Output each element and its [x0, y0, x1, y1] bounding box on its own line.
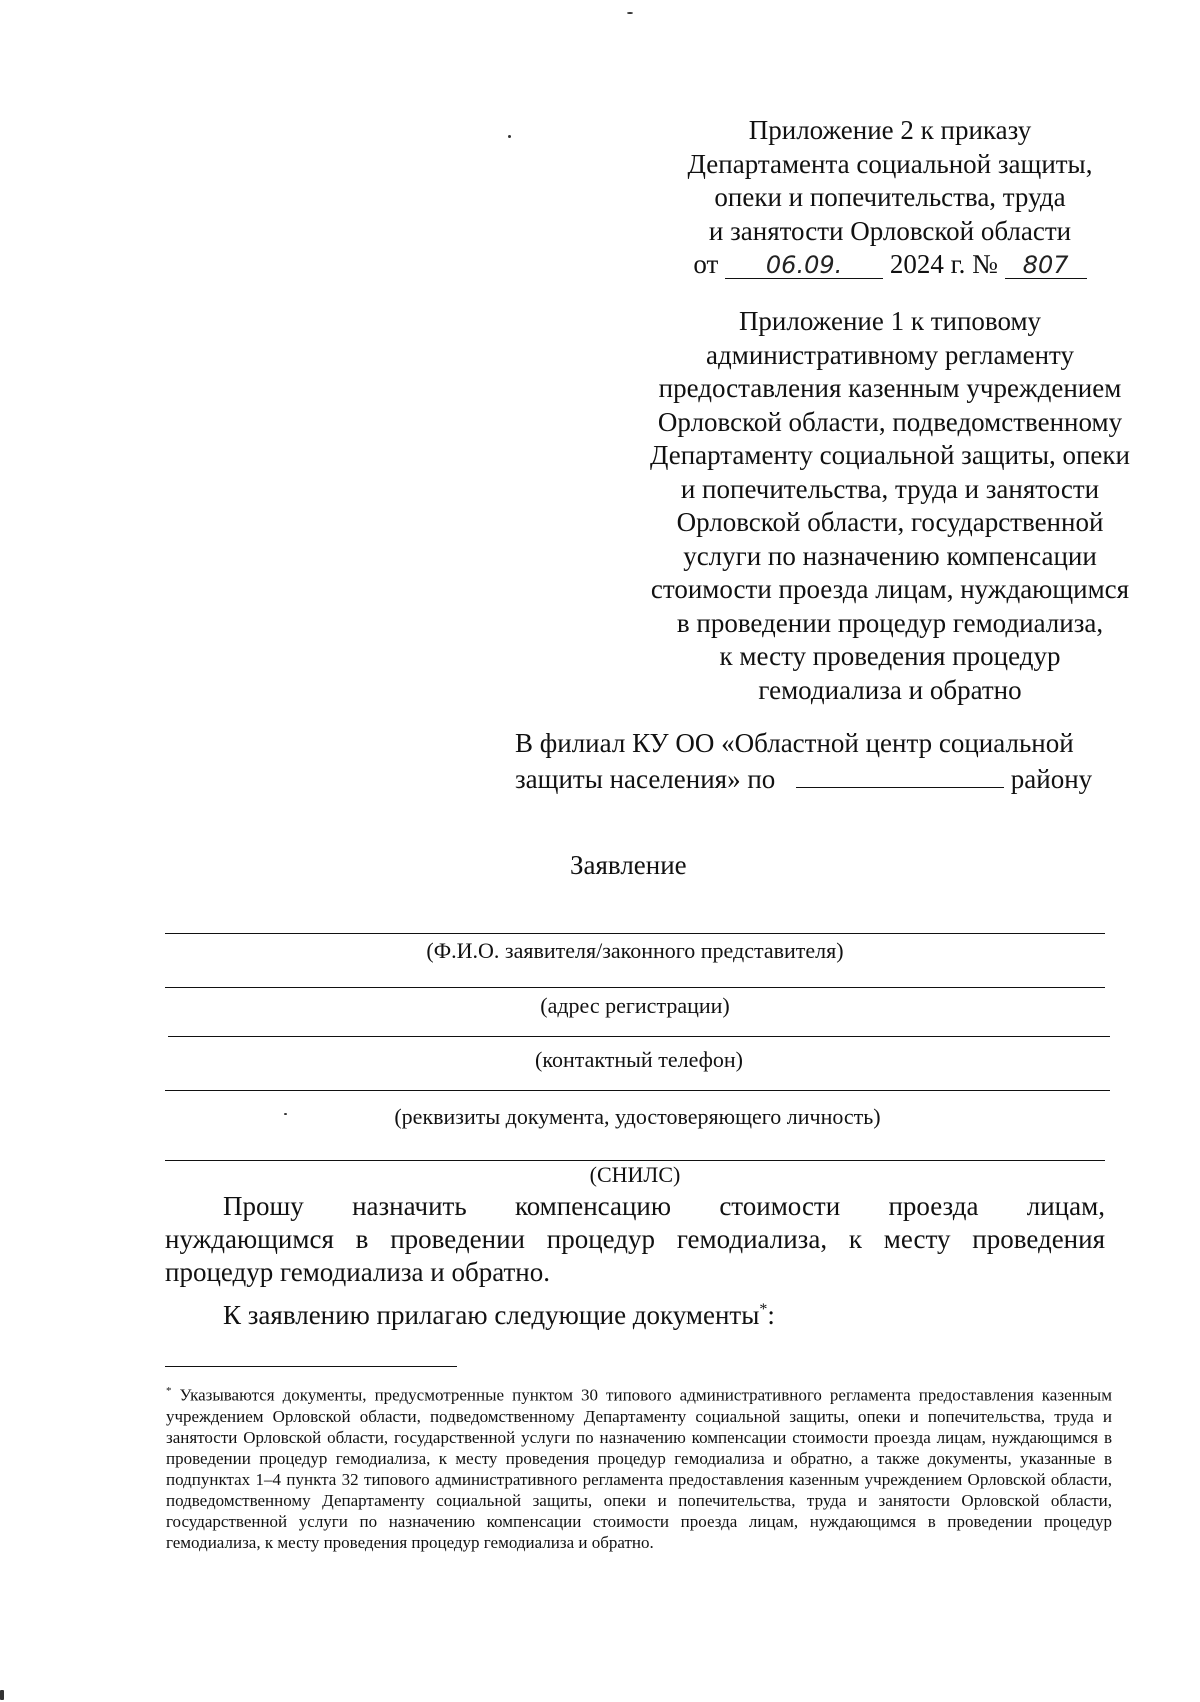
appendix-line: стоимости проезда лицам, нуждающимся	[650, 574, 1130, 604]
page-title: Заявление	[570, 850, 687, 880]
phone-field-line[interactable]	[168, 1036, 1110, 1037]
scan-speck	[0, 1690, 4, 1700]
request-word: лицам,	[1026, 1191, 1105, 1221]
addressee-prefix: защиты населения» по	[515, 764, 776, 794]
request-word: проезда	[888, 1191, 979, 1221]
request-word: Прошу	[223, 1191, 304, 1221]
footnote	[166, 1381, 1112, 1553]
id-document-caption: (реквизиты документа, удостоверяющего личность)	[394, 1104, 881, 1129]
date-prefix: от	[693, 249, 719, 279]
addressee-block	[515, 726, 1115, 797]
approval-block	[640, 114, 1140, 282]
request-word: назначить	[352, 1191, 467, 1221]
attachments-line	[223, 1293, 775, 1332]
appendix-block	[620, 305, 1160, 707]
addressee-line-2	[515, 761, 1115, 797]
addressee-line-1: В филиал КУ ОО «Областной центр социальной	[515, 728, 1074, 758]
scan-speck	[508, 135, 511, 138]
appendix-line: Департаменту социальной защиты, опеки	[649, 440, 1130, 470]
approval-line: Приложение 2 к приказу	[748, 115, 1032, 145]
snils-field-line[interactable]	[165, 1160, 1105, 1161]
handwritten-number: 807	[1005, 252, 1087, 279]
approval-date-line	[640, 248, 1140, 282]
appendix-line: Приложение 1 к типовому	[738, 306, 1042, 336]
appendix-line: Орловской области, подведомственному	[657, 406, 1123, 437]
approval-line: и занятости Орловской области	[708, 215, 1072, 246]
year-text: 2024 г. №	[889, 249, 998, 279]
footnote-ref: *	[759, 1301, 768, 1318]
request-word: стоимости	[719, 1191, 841, 1221]
request-word: компенсацию	[514, 1191, 672, 1221]
address-field-line[interactable]	[165, 987, 1105, 988]
request-line-1	[165, 1190, 1105, 1223]
district-blank[interactable]	[796, 761, 1004, 788]
approval-line: опеки и попечительства, труда	[714, 182, 1066, 212]
request-line-3: процедур гемодиализа и обратно.	[165, 1257, 550, 1287]
appendix-line: и попечительства, труда и занятости	[680, 473, 1100, 504]
addressee-suffix: району	[1010, 764, 1093, 794]
appendix-line: в проведении процедур гемодиализа,	[676, 607, 1104, 638]
footnote-mark: *	[166, 1385, 172, 1397]
footnote-separator	[165, 1366, 457, 1367]
request-line-2: нуждающимся в проведении процедур гемодиализа, к месту проведения	[165, 1224, 1105, 1254]
appendix-line: гемодиализа и обратно	[758, 674, 1022, 705]
request-paragraph	[165, 1190, 1105, 1289]
scan-speck	[627, 12, 633, 14]
appendix-line: Орловской области, государственной	[676, 507, 1104, 537]
id-document-field-line[interactable]	[165, 1090, 1110, 1091]
fio-field-line[interactable]	[165, 933, 1105, 934]
approval-line: Департамента социальной защиты,	[687, 148, 1093, 179]
fio-caption: (Ф.И.О. заявителя/законного представителя)	[426, 938, 844, 963]
appendix-line: услуги по назначению компенсации	[683, 540, 1097, 571]
appendix-line: предоставления казенным учреждением	[658, 373, 1122, 403]
attachments-colon: :	[767, 1300, 775, 1330]
appendix-line: к месту проведения процедур	[719, 641, 1061, 671]
phone-caption: (контактный телефон)	[535, 1047, 743, 1072]
snils-caption: (СНИЛС)	[589, 1162, 681, 1187]
attachments-text: К заявлению прилагаю следующие документы	[223, 1300, 760, 1330]
appendix-line: административному регламенту	[706, 339, 1074, 370]
handwritten-date: 06.09.	[725, 252, 883, 279]
footnote-text: Указываются документы, предусмотренные пунктом 30 типового административного регламента предоставления казенным учреждением Орловской области, подведомственному Департаменту социальной защиты, опеки и попечительства, труда и занятости Орловской области, государственной услуги по назначению компенсации стоимости проезда лицам, нуждающимся в проведении процедур гемодиализа, к месту проведения процедур гемодиализа и обратно, а также документы, указанные в подпунктах 1–4 пункта 32 типового административного регламента предоставления казенным учреждением Орловской области, подведомственному Департаменту социальной защиты, опеки и попечительства, труда и занятости Орловской области, государственной услуги по назначению компенсации стоимости проезда лицам, нуждающимся в проведении процедур гемодиализа, к месту проведения процедур гемодиализа и обратно.	[166, 1385, 1112, 1552]
scan-speck	[284, 1113, 287, 1115]
address-caption: (адрес регистрации)	[540, 993, 730, 1018]
